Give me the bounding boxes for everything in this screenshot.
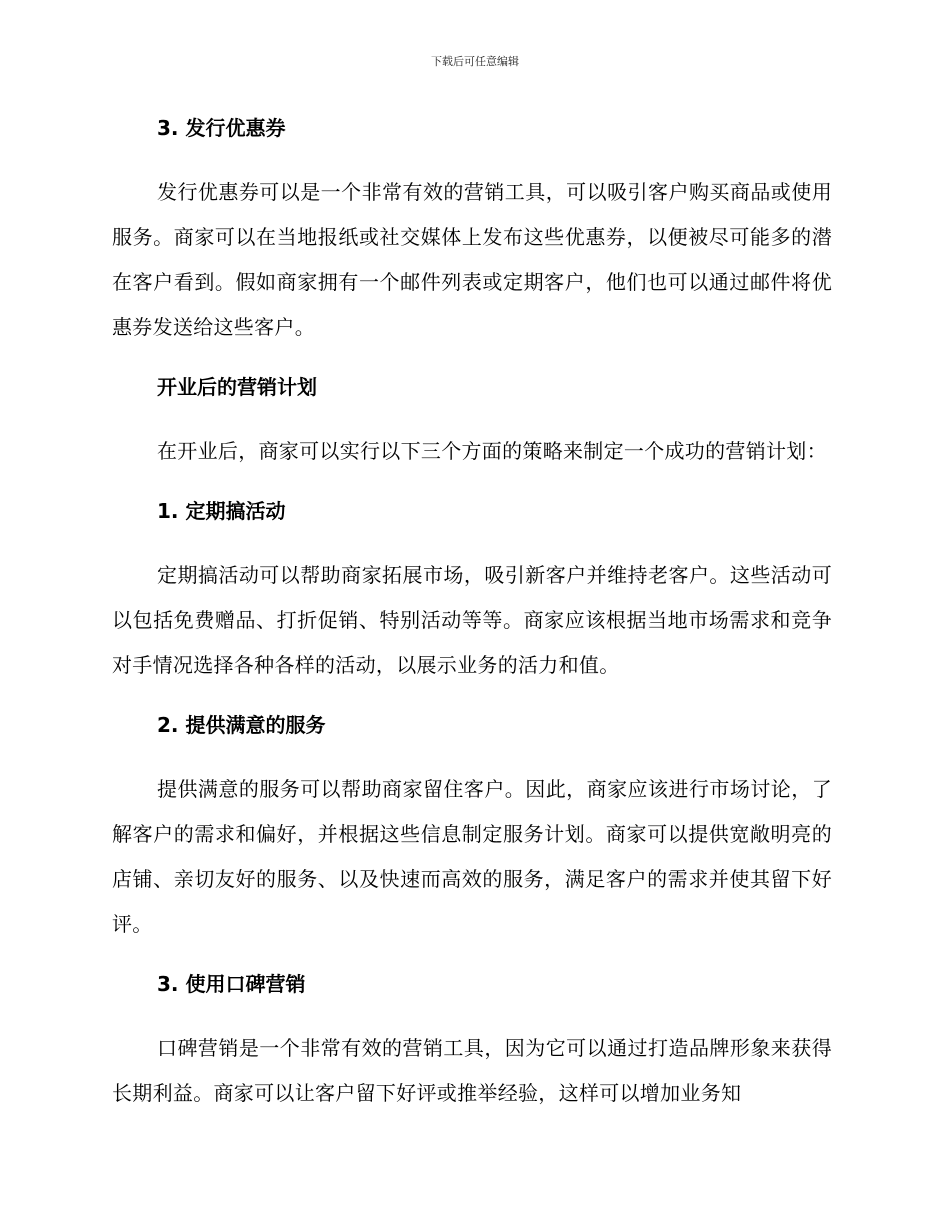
section-heading-coupons: 3. 发行优惠券	[157, 116, 286, 140]
section-paragraph-word-of-mouth: 口碑营销是一个非常有效的营销工具，因为它可以通过打造品牌形象来获得长期利益。商家可以让客户留下好评或推举经验，这样可以增加业务知	[112, 1036, 832, 1105]
section-heading-regular-events: 1. 定期搞活动	[157, 499, 286, 523]
section-heading-word-of-mouth: 3. 使用口碑营销	[157, 972, 306, 996]
section-heading-post-opening-plan: 开业后的营销计划	[157, 375, 317, 399]
section-paragraph-regular-events: 定期搞活动可以帮助商家拓展市场，吸引新客户并维持老客户。这些活动可以包括免费赠品、打折促销、特别活动等等。商家应该根据当地市场需求和竞争对手情况选择各种各样的活动，以展示业务的活力和值。	[112, 563, 832, 677]
section-heading-satisfying-service: 2. 提供满意的服务	[157, 713, 326, 737]
document-body	[112, 112, 832, 1116]
page-header-note: 下载后可任意编辑	[431, 55, 519, 68]
section-paragraph-coupons: 发行优惠券可以是一个非常有效的营销工具，可以吸引客户购买商品或使用服务。商家可以在当地报纸或社交媒体上发布这些优惠券，以便被尽可能多的潜在客户看到。假如商家拥有一个邮件列表或定期客户，他们也可以通过邮件将优惠券发送给这些客户。	[112, 180, 832, 339]
section-paragraph-satisfying-service: 提供满意的服务可以帮助商家留住客户。因此，商家应该进行市场讨论，了解客户的需求和偏好，并根据这些信息制定服务计划。商家可以提供宽敞明亮的店铺、亲切友好的服务、以及快速而高效的服务，满足客户的需求并使其留下好评。	[112, 777, 832, 936]
section-paragraph-post-opening-plan: 在开业后，商家可以实行以下三个方面的策略来制定一个成功的营销计划：	[157, 439, 827, 463]
